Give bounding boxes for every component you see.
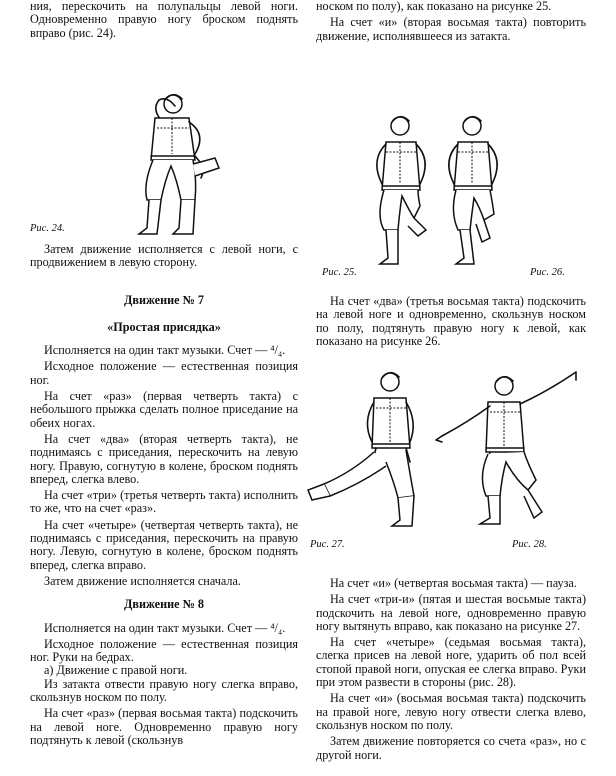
- paragraph: ния, перескочить на полупальцы левой ноги. Одновременно правую ногу броском поднять вправо (рис. 24).: [30, 0, 298, 40]
- figure-24-illustration: [115, 88, 225, 240]
- paragraph: На счет «три-и» (пятая и шестая восьмые такта) подскочить на левой ноге, одновременно правую ногу вытянуть вправо, как показано на рисунке 27.: [316, 592, 586, 633]
- section-subheading-7: «Простая присядка»: [107, 319, 221, 334]
- figure-27-28-illustration: [302, 362, 592, 532]
- figure-caption-28: Рис. 28.: [512, 539, 547, 550]
- paragraph: а) Движение с правой ноги.: [44, 663, 188, 678]
- paragraph: На счет «и» (восьмая восьмая такта) подскочить на правой ноге, левую ногу отвести слегка влево, скользнув носком по полу.: [316, 691, 586, 732]
- figure-26-dancer: [449, 117, 497, 264]
- paragraph: На счет «четыре» (четвертая четверть такта), не поднимаясь с приседания, перескочить на правую ногу. Левую, согнутую в колене, броском поднять вперед, слегка вправо.: [30, 517, 298, 572]
- paragraph: Исходное положение — естественная позиция ног. Руки на бедрах.: [30, 636, 298, 665]
- paragraph: На счет «раз» (первая восьмая такта) подскочить на левой ноге. Одновременно правую ногу подтянуть к левой (скользнув: [30, 706, 298, 747]
- figure-25-26-illustration: [360, 108, 520, 272]
- paragraph: На счет «два» (вторая четверть такта), не поднимаясь с приседания, перескочить на левую ногу. Правую, согнутую в колене, броском поднять вперед, слегка влево.: [30, 431, 298, 486]
- paragraph: Из затакта отвести правую ногу слегка вправо, скользнув носком по полу.: [30, 676, 298, 705]
- paragraph: Исполняется на один такт музыки. Счет — ⁴/₄.: [44, 343, 286, 358]
- left-column-lower: [30, 243, 298, 747]
- paragraph: На счет «два» (третья восьмая такта) подскочить на левой ноге и одновременно, скользнув носком по полу, подтянуть правую ногу к левой, как показано на рисунке 26.: [316, 294, 586, 348]
- section-heading-7: Движение № 7: [124, 292, 204, 307]
- right-column-middle: [316, 295, 586, 348]
- paragraph: Затем движение исполняется сначала.: [44, 573, 241, 588]
- paragraph: Затем движение исполняется с левой ноги, с продвижением в левую сторону.: [30, 242, 298, 270]
- paragraph: Исходное положение — естественная позиция ног.: [30, 359, 298, 387]
- paragraph: Затем движение повторяется со счета «раз», но с другой ноги.: [316, 734, 586, 762]
- paragraph: носком по полу), как показано на рисунке 25.: [316, 0, 552, 13]
- paragraph: На счет «и» (четвертая восьмая такта) — пауза.: [330, 576, 577, 590]
- figure-caption-27: Рис. 27.: [310, 539, 345, 550]
- left-column: [30, 0, 298, 40]
- paragraph: На счет «три» (третья четверть такта) исполнить то же, что на счет «раз».: [30, 488, 298, 516]
- paragraph: Исполняется на один такт музыки. Счет — ⁴/₄.: [44, 620, 286, 635]
- right-column: [316, 0, 586, 43]
- paragraph: На счет «четыре» (седьмая восьмая такта), слегка присев на левой ноге, ударить об пол всей стопой правой ноги, опуская ее слегка вправо. Руки при этом развести в стороны (рис. 28).: [316, 635, 586, 690]
- figure-28-dancer: [436, 372, 576, 524]
- paragraph: На счет «и» (вторая восьмая такта) повторить движение, исполнявшееся из затакта.: [316, 15, 586, 43]
- figure-caption-24: Рис. 24.: [30, 223, 65, 234]
- figure-27-dancer: [308, 373, 414, 526]
- right-column-lower: [316, 577, 586, 762]
- figure-25-dancer: [377, 117, 426, 264]
- figure-caption-26: Рис. 26.: [530, 267, 565, 278]
- paragraph: На счет «раз» (первая четверть такта) с небольшого прыжка сделать полное приседание на обеих ногах.: [30, 389, 298, 430]
- figure-caption-25: Рис. 25.: [322, 267, 357, 278]
- section-heading-8: Движение № 8: [124, 597, 204, 612]
